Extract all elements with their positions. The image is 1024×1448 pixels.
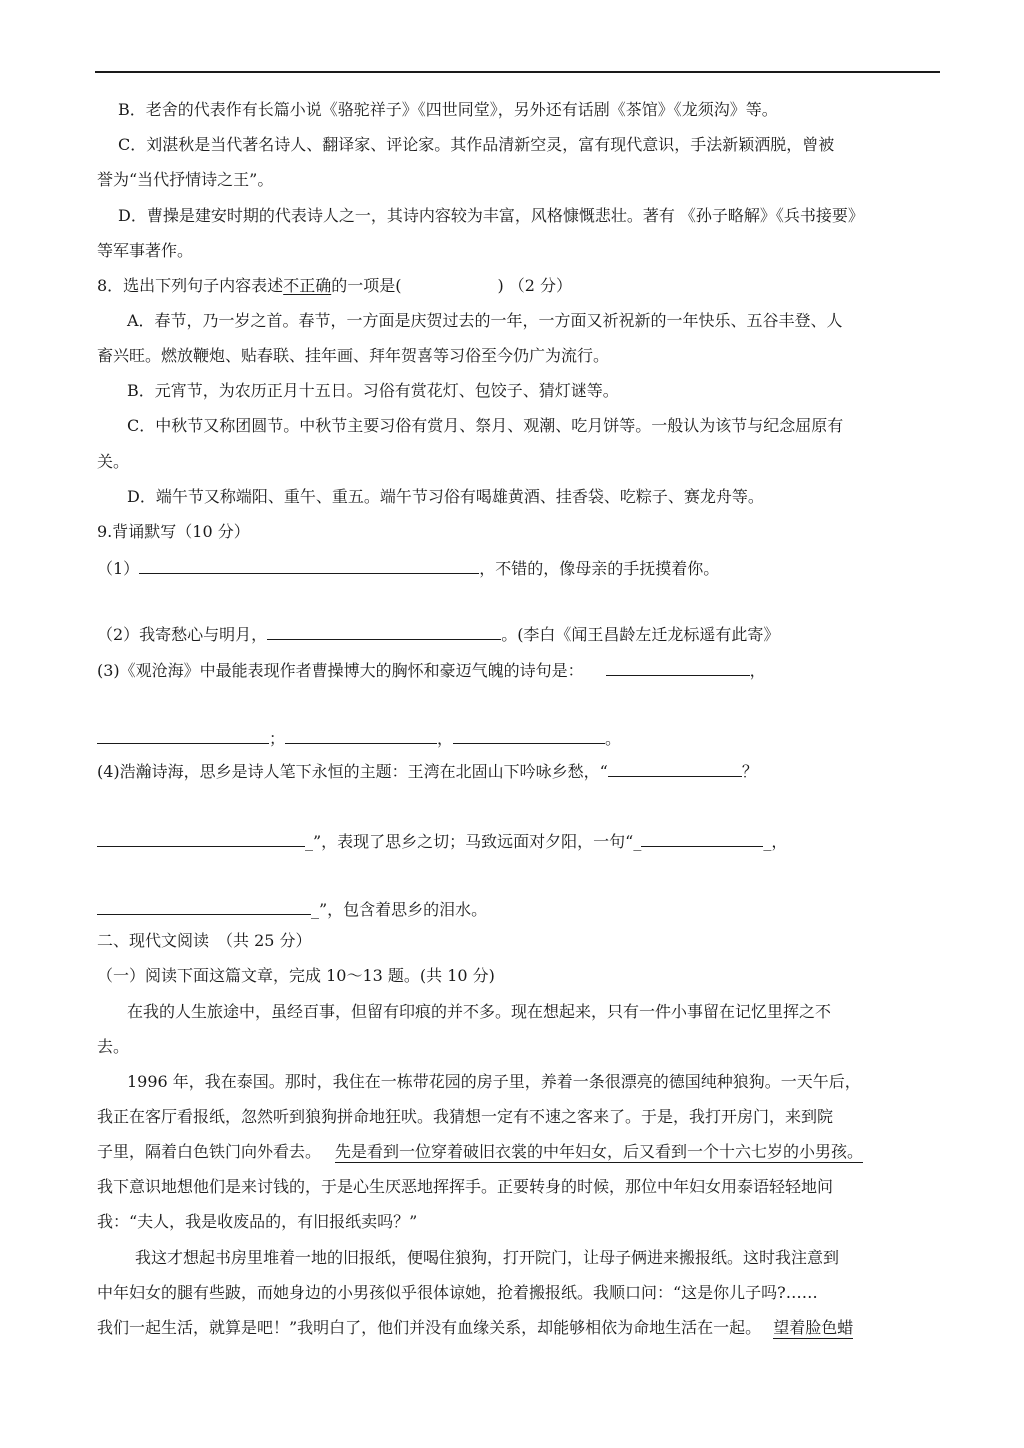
q8-option-d: D．端午节又称端阳、重午、重五。端午节习俗有喝雄黄酒、挂香袋、吃粽子、赛龙舟等。 <box>127 487 764 506</box>
q9-part3-semi: ； <box>269 729 286 748</box>
passage-underlined-phrase: 望着脸色蜡 <box>773 1318 854 1337</box>
passage-p1-line1: 在我的人生旅途中，虽经百事，但留有印痕的并不多。现在想起来，只有一件小事留在记忆里挥之不 <box>127 1002 832 1021</box>
q8-stem-pre: 8．选出下列句子内容表述 <box>97 276 284 295</box>
q9-part4-q: ？ <box>741 762 758 781</box>
q9-part3-blank3[interactable] <box>285 726 437 744</box>
passage-p2-line5: 我：“夫人，我是收废品的，有旧报纸卖吗？” <box>97 1212 418 1231</box>
q7-option-c-line2: 誉为“当代抒情诗之王”。 <box>97 170 274 189</box>
q9-part4-mid: _”，表现了思乡之切；马致远面对夕阳，一句“_ <box>305 832 642 851</box>
q9-part2 <box>97 622 779 644</box>
q7-option-b: B．老舍的代表作有长篇小说《骆驼祥子》《四世同堂》，另外还有话剧《茶馆》《龙须沟》等。 <box>118 100 778 119</box>
q9-part3-blank1[interactable] <box>606 658 750 676</box>
q7-option-d-line2: 等军事著作。 <box>97 241 194 260</box>
q9-part4-blank2[interactable] <box>97 829 305 847</box>
passage-p2-line4: 我下意识地想他们是来讨钱的，于是心生厌恶地挥挥手。正要转身的时候，那位中年妇女用泰语轻轻地问 <box>97 1177 834 1196</box>
q9-part3-line2 <box>97 726 621 748</box>
passage-p2-line3-a: 子里，隔着白色铁门向外看去。 <box>97 1142 322 1161</box>
q9-part4-blank4[interactable] <box>97 897 311 915</box>
q9-part3-text: (3)《观沧海》中最能表现作者曹操博大的胸怀和豪迈气魄的诗句是： <box>97 661 584 680</box>
q9-part2-blank[interactable] <box>267 622 501 640</box>
q8-stem-post: 的一项是( <box>331 276 402 295</box>
q9-part4-blank1[interactable] <box>608 759 742 777</box>
q9-part4-blank3[interactable] <box>641 829 763 847</box>
q7-option-c-line1: C．刘湛秋是当代著名诗人、翻译家、评论家。其作品清新空灵，富有现代意识，手法新颖洒脱，曾被 <box>118 135 835 154</box>
q9-part2-text: 。(李白《闻王昌龄左迁龙标遥有此寄》 <box>501 625 780 644</box>
q9-part4-end: _”，包含着思乡的泪水。 <box>311 900 488 919</box>
q8-stem <box>97 275 572 297</box>
passage-p3-line2: 中年妇女的腿有些跛，而她身边的小男孩似乎很体谅她，抢着搬报纸。我顺口问：“这是你儿子吗?…… <box>97 1283 818 1302</box>
q9-part3-end: 。 <box>605 729 622 748</box>
q9-part1 <box>97 556 719 578</box>
q9-part1-text: ，不错的，像母亲的手抚摸着你。 <box>479 559 720 578</box>
q9-part2-label: （2）我寄愁心与明月， <box>97 625 268 644</box>
q9-part3-blank2[interactable] <box>97 726 269 744</box>
q8-stem-end: ) （2 分） <box>497 276 573 295</box>
passage-p2-line3 <box>97 1141 863 1163</box>
q9-part1-label: （1） <box>97 559 140 578</box>
header-rule <box>95 71 940 73</box>
section2-title: 二、现代文阅读 （共 25 分） <box>97 931 312 950</box>
q8-option-a-line2: 畜兴旺。燃放鞭炮、贴春联、挂年画、拜年贺喜等习俗至今仍广为流行。 <box>97 346 610 365</box>
q8-option-b: B．元宵节，为农历正月十五日。习俗有赏花灯、包饺子、猜灯谜等。 <box>127 381 619 400</box>
q8-option-c-line1: C．中秋节又称团圆节。中秋节主要习俗有赏月、祭月、观潮、吃月饼等。一般认为该节与纪念屈原有 <box>127 416 844 435</box>
passage-p3-line3-a: 我们一起生活，就算是吧！”我明白了，他们并没有血缘关系，却能够相依为命地生活在一起。 <box>97 1318 762 1337</box>
q9-title: 9.背诵默写（10 分） <box>97 522 250 541</box>
q8-option-c-line2: 关。 <box>97 452 130 471</box>
q8-option-a-line1: A．春节，乃一岁之首。春节，一方面是庆贺过去的一年，一方面又祈祝新的一年快乐、五谷丰登、人 <box>127 311 843 330</box>
q9-part4-line3 <box>97 897 487 919</box>
passage-p2-line1: 1996 年，我在泰国。那时，我住在一栋带花园的房子里，养着一条很漂亮的德国纯种狼狗。一天午后， <box>127 1072 861 1091</box>
q9-part3-comma: ， <box>749 661 766 680</box>
passage-p3-line1: 我这才想起书房里堆着一地的旧报纸，便喝住狼狗，打开院门，让母子俩进来搬报纸。这时我注意到 <box>135 1248 840 1267</box>
section2-subtitle: （一）阅读下面这篇文章，完成 10～13 题。(共 10 分) <box>97 966 495 985</box>
q9-part4-line2 <box>97 829 787 851</box>
q9-part1-blank[interactable] <box>139 556 479 574</box>
passage-p3-line3 <box>97 1317 853 1339</box>
q9-part4-mid-end: _， <box>763 832 788 851</box>
passage-underlined-sentence: 先是看到一位穿着破旧衣裳的中年妇女，后又看到一个十六七岁的小男孩。 <box>335 1142 864 1161</box>
passage-p2-line2: 我正在客厅看报纸，忽然听到狼狗拼命地狂吠。我猜想一定有不速之客来了。于是，我打开房门，来到院 <box>97 1107 834 1126</box>
q9-part3-blank4[interactable] <box>453 726 605 744</box>
q9-part3-line1 <box>97 658 766 680</box>
q9-part4-line1 <box>97 759 758 781</box>
q9-part4-text: (4)浩瀚诗海，思乡是诗人笔下永恒的主题：王湾在北固山下吟咏乡愁，“ <box>97 762 608 781</box>
q8-stem-key: 不正确 <box>283 276 332 295</box>
q9-part3-comma2: ， <box>437 729 454 748</box>
q7-option-d-line1: D．曹操是建安时期的代表诗人之一，其诗内容较为丰富，风格慷慨悲壮。著有 《孙子略解》《兵书接要》 <box>118 206 864 225</box>
passage-p1-line2: 去。 <box>97 1037 130 1056</box>
